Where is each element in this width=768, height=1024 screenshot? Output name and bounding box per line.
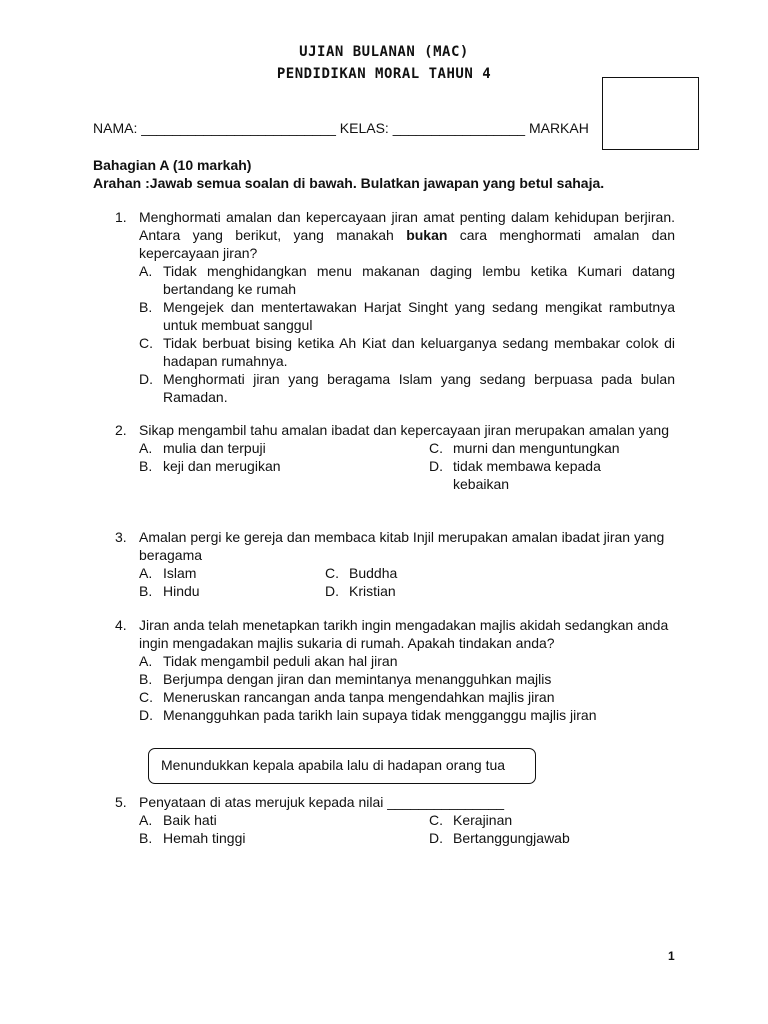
option-label: D. [429,458,443,474]
option-text: Menghormati jiran yang beragama Islam yang sedang berpuasa pada bulan Ramadan. [163,371,675,405]
question-text: Amalan pergi ke gereja dan membaca kitab Injil merupakan amalan ibadat jiran yang beragama [139,529,665,563]
question-3 [115,528,675,600]
option-c[interactable] [429,811,699,829]
page-number: 1 [668,949,675,963]
option-text: Buddha [349,565,398,581]
option-d[interactable] [139,706,675,724]
question-text: Penyataan di atas merujuk kepada nilai _______________ [139,794,505,810]
question-text-emphasis: bukan [406,227,448,243]
option-c[interactable] [325,564,525,582]
option-label: D. [139,371,153,387]
option-label: B. [139,583,153,599]
option-text: tidak membawa kepada kebaikan [453,458,601,492]
option-a[interactable] [139,652,675,670]
option-b[interactable] [139,298,675,334]
option-text: Mengejek dan mentertawakan Harjat Singht yang sedang mengikat rambutnya untuk membuat sanggul [163,299,675,333]
section-heading: Bahagian A (10 markah) [93,157,252,173]
option-text: keji dan merugikan [163,458,281,474]
option-a[interactable] [139,439,429,457]
option-label: A. [139,565,153,581]
option-text: Kristian [349,583,396,599]
option-a[interactable] [139,564,325,582]
question-4 [115,616,675,724]
question-text-part: cara menghormati amalan dan kepercayaan jiran? [139,227,675,261]
option-label: A. [139,812,153,828]
option-label: C. [325,565,339,581]
option-text: Islam [163,565,197,581]
option-text: Tidak mengambil peduli akan hal jiran [163,653,398,669]
question-number: 1. [115,209,127,225]
exam-title: UJIAN BULANAN (MAC) [299,44,469,60]
option-b[interactable] [139,670,675,688]
question-text-part: Menghormati amalan dan kepercayaan jiran amat penting dalam kehidupan berjiran. Antara yang berikut, yang manakah [139,209,675,243]
exam-subject: PENDIDIKAN MORAL TAHUN 4 [276,66,492,82]
option-text: Berjumpa dengan jiran dan memintanya menangguhkan majlis [163,671,552,687]
question-text [139,208,675,262]
option-a[interactable] [139,811,429,829]
option-text: Tidak berbuat bising ketika Ah Kiat dan keluarganya sedang membakar colok di hadapan rumahnya. [163,335,675,369]
question-number: 5. [115,794,127,810]
option-label: B. [139,830,153,846]
option-text: Tidak menghidangkan menu makanan daging lembu ketika Kumari datang bertandang ke rumah [163,263,675,297]
question-text: Jiran anda telah menetapkan tarikh ingin mengadakan majlis akidah sedangkan anda ingin mengadakan majlis sukaria di rumah. Apakah tindakan anda? [139,617,669,651]
option-label: A. [139,653,153,669]
option-c[interactable] [429,439,699,457]
option-label: A. [139,440,153,456]
option-d[interactable] [429,829,699,847]
option-label: A. [139,263,153,279]
option-label: B. [139,671,153,687]
option-text: Hindu [163,583,200,599]
option-text: Kerajinan [453,812,513,828]
option-c[interactable] [139,334,675,370]
option-label: D. [139,707,153,723]
option-label: D. [325,583,339,599]
statement-box [148,748,536,784]
option-d[interactable] [429,457,603,493]
option-label: B. [139,299,153,315]
option-text: Baik hati [163,812,217,828]
marks-box[interactable] [602,77,699,150]
question-number: 3. [115,529,127,545]
question-text: Sikap mengambil tahu amalan ibadat dan kepercayaan jiran merupakan amalan yang [139,422,669,438]
option-b[interactable] [139,457,429,493]
option-text: Meneruskan rancangan anda tanpa mengendahkan majlis jiran [163,689,555,705]
question-5 [115,793,675,847]
option-label: C. [429,812,443,828]
option-text: mulia dan terpuji [163,440,266,456]
option-d[interactable] [325,582,525,600]
option-c[interactable] [139,688,675,706]
question-number: 2. [115,422,127,438]
question-2 [115,421,675,493]
option-text: Hemah tinggi [163,830,246,846]
option-text: Menangguhkan pada tarikh lain supaya tidak mengganggu majlis jiran [163,707,597,723]
question-number: 4. [115,617,127,633]
option-text: Bertanggungjawab [453,830,570,846]
student-info-line: NAMA: _________________________ KELAS: _________________ MARKAH [93,120,589,136]
question-1 [115,208,675,406]
option-text: murni dan menguntungkan [453,440,620,456]
option-label: B. [139,458,153,474]
section-instruction: Arahan :Jawab semua soalan di bawah. Bulatkan jawapan yang betul sahaja. [93,175,605,191]
option-label: C. [429,440,443,456]
option-b[interactable] [139,829,429,847]
option-d[interactable] [139,370,675,406]
option-label: D. [429,830,443,846]
statement-text: Menundukkan kepala apabila lalu di hadapan orang tua [161,757,506,773]
option-a[interactable] [139,262,675,298]
option-b[interactable] [139,582,325,600]
option-label: C. [139,689,153,705]
option-label: C. [139,335,153,351]
